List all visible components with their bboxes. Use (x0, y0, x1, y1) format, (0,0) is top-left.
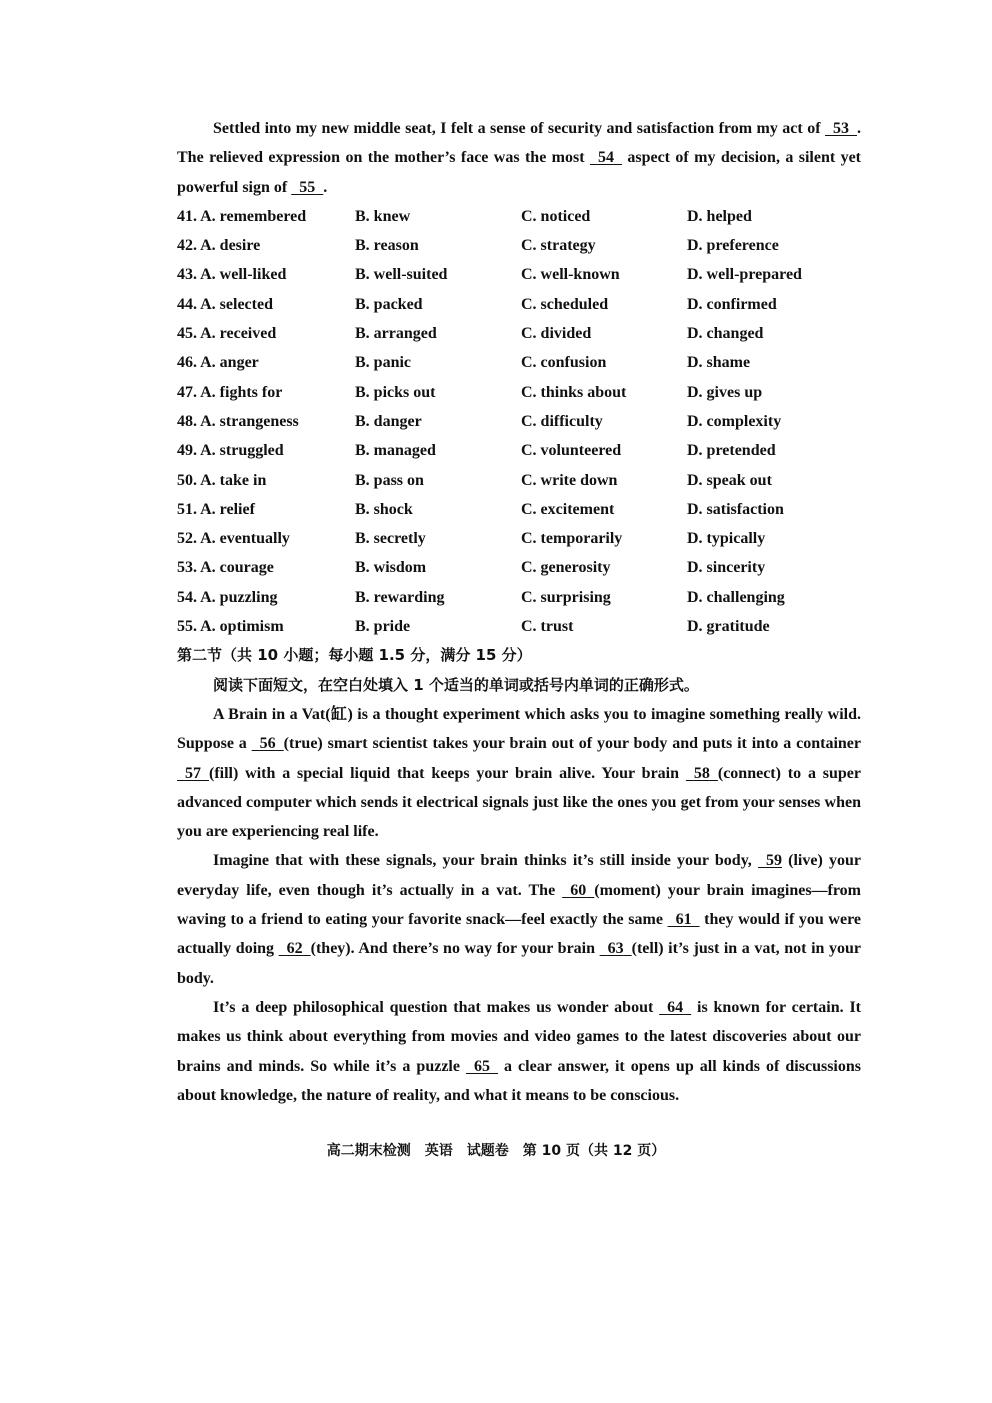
option-d: D. gives up (687, 383, 763, 401)
text-run: (live) your everyday life, even though it’s actually in a vat. The (177, 852, 861, 899)
option-row (177, 436, 861, 465)
option-a: 44. A. selected (177, 295, 273, 313)
blank-53: 53 (833, 120, 849, 137)
option-a: 48. A. strangeness (177, 412, 299, 430)
passage-paragraph-3 (177, 993, 861, 1110)
option-a: 49. A. struggled (177, 442, 284, 460)
text-run: a clear answer, it opens up all kinds of discussions about knowledge, the nature of reality, and what it means to be conscious. (177, 1057, 862, 1104)
option-a: 45. A. received (177, 325, 277, 343)
option-a: 42. A. desire (177, 237, 261, 255)
text-run: (moment) your brain imagines—from waving to a friend to eating your favorite snack—feel exactly the same (177, 881, 862, 929)
option-d: D. well-prepared (687, 266, 802, 284)
option-a: 43. A. well-liked (177, 266, 287, 284)
blank-64: 64 (667, 998, 684, 1016)
passage-paragraph-1 (177, 700, 861, 846)
blank-56: 56 (259, 735, 276, 753)
text-run: aspect of my decision, a silent yet powerful sign of (177, 149, 861, 196)
option-b: B. arranged (355, 325, 437, 343)
options-list (177, 202, 861, 641)
option-row (177, 495, 861, 524)
blank-57: 57 (185, 764, 201, 782)
option-d: D. gratitude (687, 618, 770, 636)
option-row (177, 466, 861, 495)
option-row (177, 524, 861, 553)
option-b: B. shock (355, 500, 413, 518)
option-row (177, 348, 861, 377)
page-content (177, 114, 861, 1110)
option-a: 53. A. courage (177, 559, 274, 577)
option-c: C. surprising (521, 588, 611, 606)
option-c: C. divided (521, 325, 592, 343)
option-c: C. temporarily (521, 530, 623, 548)
option-b: B. panic (355, 354, 412, 372)
option-c: C. generosity (521, 559, 611, 577)
text-run: (tell) it’s just in a vat, not in your body. (177, 940, 862, 987)
text-run: is known for certain. It makes us think about everything from movies and video games to the latest discoveries about our brains and minds. So while it’s a puzzle (177, 998, 862, 1075)
blank-55: 55 (299, 178, 316, 196)
option-row (177, 231, 861, 260)
text-run: they would if you were actually doing (177, 911, 861, 958)
option-d: D. sincerity (687, 559, 766, 577)
blank-59: 59 (765, 852, 782, 870)
option-c: C. scheduled (521, 295, 609, 313)
text-run: (connect) to a super advanced computer which sends it electrical signals just like the ones you get from your senses when you are experiencing real life. (177, 764, 861, 841)
option-b: B. knew (355, 207, 411, 225)
option-d: D. confirmed (687, 295, 777, 313)
option-c: C. well-known (521, 266, 620, 284)
option-d: D. preference (687, 237, 779, 255)
option-row (177, 290, 861, 319)
option-c: C. trust (521, 618, 574, 636)
option-c: C. volunteered (521, 442, 622, 460)
option-d: D. challenging (687, 588, 785, 606)
option-row (177, 378, 861, 407)
option-a: 50. A. take in (177, 471, 267, 489)
option-a: 54. A. puzzling (177, 588, 278, 606)
option-a: 47. A. fights for (177, 383, 283, 401)
option-c: C. noticed (521, 207, 591, 225)
option-b: B. pride (355, 618, 411, 636)
option-d: D. shame (687, 354, 751, 372)
option-a: 55. A. optimism (177, 618, 284, 636)
option-d: D. satisfaction (687, 500, 784, 518)
option-c: C. confusion (521, 354, 607, 372)
option-row (177, 202, 861, 231)
option-row (177, 612, 861, 641)
option-c: C. difficulty (521, 412, 603, 430)
option-row (177, 583, 861, 612)
passage-paragraph-2 (177, 846, 861, 992)
blank-58: 58 (693, 764, 710, 782)
option-d: D. complexity (687, 412, 782, 430)
option-d: D. changed (687, 325, 764, 343)
blank-62: 62 (286, 940, 303, 958)
option-row (177, 319, 861, 348)
option-b: B. secretly (355, 530, 426, 548)
option-d: D. helped (687, 207, 752, 225)
text-run: Imagine that with these signals, your brain thinks it’s still inside your body, (213, 852, 758, 870)
text-run: . (323, 178, 328, 196)
option-c: C. write down (521, 471, 618, 489)
option-b: B. picks out (355, 383, 436, 401)
option-c: C. thinks about (521, 383, 627, 401)
option-b: B. danger (355, 412, 422, 430)
option-a: 51. A. relief (177, 500, 255, 518)
text-run: (true) smart scientist takes your brain out of your body and puts it into a container (283, 735, 862, 753)
section-heading: 第二节（共 10 小题；每小题 1.5 分，满分 15 分） (177, 646, 532, 665)
option-row (177, 260, 861, 289)
option-d: D. typically (687, 530, 766, 548)
option-d: D. pretended (687, 442, 776, 460)
passage-paragraph-end (177, 114, 861, 202)
option-row (177, 407, 861, 436)
text-run: (fill) with a special liquid that keeps your brain alive. Your brain (209, 764, 686, 782)
option-row (177, 553, 861, 582)
option-a: 41. A. remembered (177, 207, 307, 225)
option-a: 46. A. anger (177, 354, 259, 372)
blank-65: 65 (474, 1057, 490, 1075)
text-run: . The relieved expression on the mother’s face was the most (177, 120, 861, 167)
blank-60: 60 (570, 881, 587, 899)
text-run: (they). And there’s no way for your brain (310, 940, 600, 958)
text-run: A Brain in a Vat(缸) is a thought experiment which asks you to imagine something really wild. Suppose a (177, 705, 861, 753)
option-b: B. packed (355, 295, 423, 313)
option-d: D. speak out (687, 471, 772, 489)
text-run: Settled into my new middle seat, I felt a sense of security and satisfaction from my act of (213, 120, 825, 137)
option-c: C. excitement (521, 500, 615, 518)
option-b: B. managed (355, 442, 436, 460)
option-b: B. pass on (355, 471, 424, 489)
option-b: B. well-suited (355, 266, 448, 284)
option-c: C. strategy (521, 237, 596, 255)
section-instruction: 阅读下面短文，在空白处填入 1 个适当的单词或括号内单词的正确形式。 (213, 675, 699, 694)
page-footer: 高二期末检测 英语 试题卷 第 10 页（共 12 页） (326, 1143, 666, 1159)
option-a: 52. A. eventually (177, 530, 290, 548)
blank-54: 54 (597, 149, 614, 167)
blank-63: 63 (607, 940, 624, 958)
option-b: B. wisdom (355, 559, 427, 577)
option-b: B. rewarding (355, 588, 445, 606)
blank-61: 61 (675, 911, 692, 929)
option-b: B. reason (355, 237, 419, 255)
text-run: It’s a deep philosophical question that makes us wonder about (213, 998, 660, 1016)
